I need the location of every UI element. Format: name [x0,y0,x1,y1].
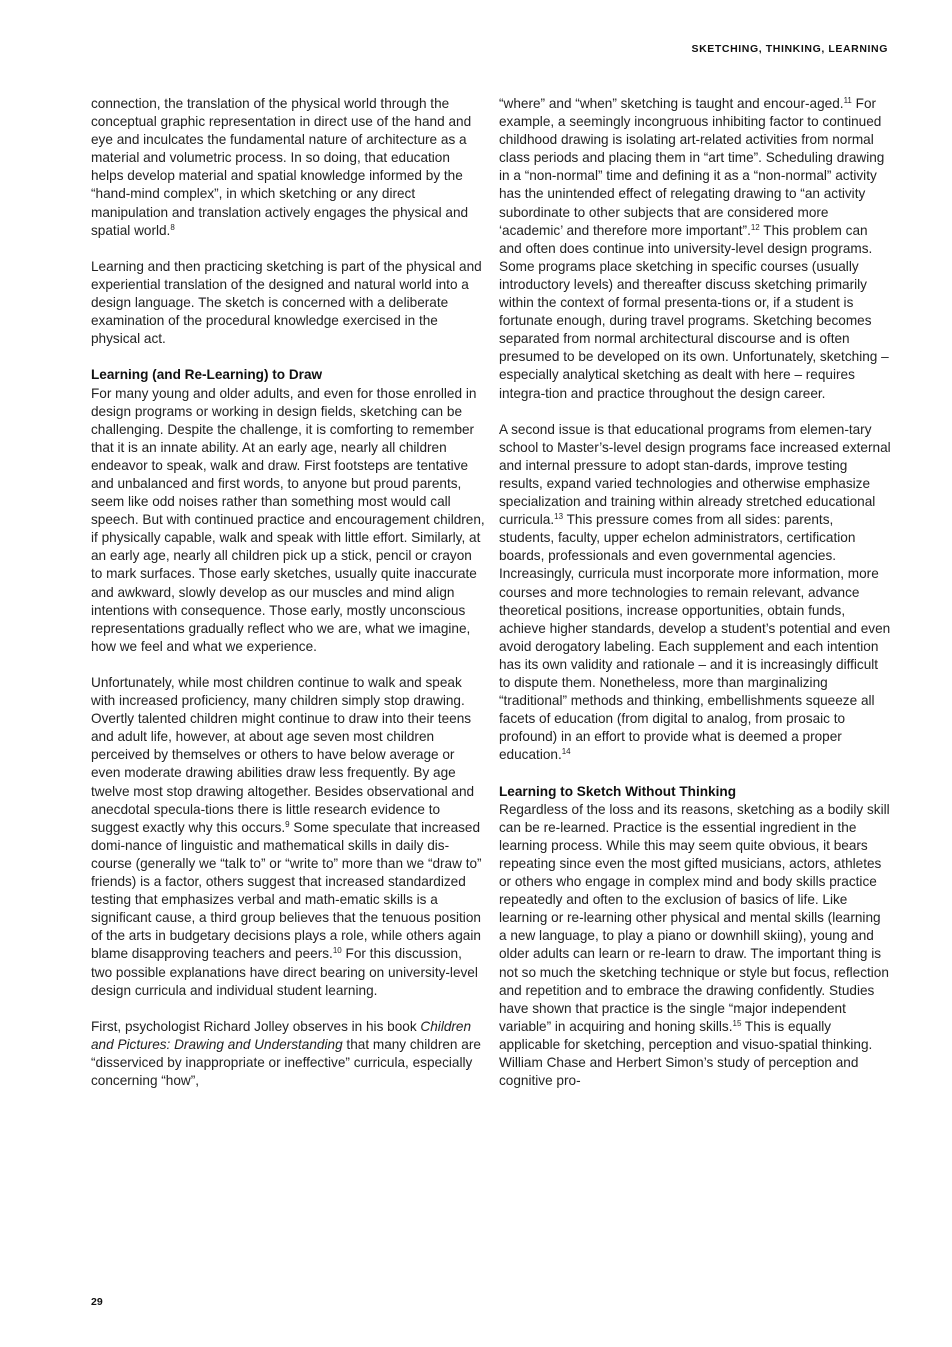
footnote-ref[interactable]: 13 [554,512,564,522]
running-header: SKETCHING, THINKING, LEARNING [691,43,888,55]
footnote-ref[interactable]: 8 [170,222,175,232]
right-column [499,95,891,1090]
section-heading: Learning (and Re-Learning) to Draw [91,367,323,383]
paragraph: “where” and “when” sketching is taught and encour-aged.$^{11}$ For example, a seemingly incongruous inhibiting factor to continued childhood drawing is isolating art-related activities from normal class periods and placing them in “art time”. Scheduling drawing in a “non-normal” time and defining it as a “non-normal” activity has the unintended effect of relegating drawing to “an activity subordinate to other subjects that are considered more ‘academic’ and therefore more important”.$^{12}$ This problem can and often does continue into university-level design programs. Some programs place sketching in specific courses (usually introductory levels) and thereafter discuss sketching primarily within the context of formal presenta-tions or, if a student is fortunate enough, during travel programs. Sketching becomes separated from normal architectural discourse and is often presumed to be developed on its own. Unfortunately, sketching – especially analytical sketching as dealt with here – requires integra-tion and practice throughout the design career. [499,96,889,401]
footnote-ref[interactable]: 10 [332,946,342,956]
paragraph: connection, the translation of the physical world through the conceptual graphic representation in direct use of the hand and eye and inculcates the fundamental nature of architecture as a material and volumetric process. In so doing, that education helps develop material and spatial knowledge informed by the “hand-mind complex”, in which sketching or any direct manipulation and translation actively engages the physical and spatial world.$^8$ [91,96,472,238]
section-heading: Learning to Sketch Without Thinking [499,783,737,799]
paragraph: First, psychologist Richard Jolley observes in his book Children and Pictures: Drawing and Understanding that many children are “disserviced by inappropriate or ineffective” curricula, especially concerning “how”, [91,1018,481,1089]
footnote-ref[interactable]: 12 [750,222,760,232]
footnote-ref[interactable]: 14 [561,747,571,757]
footnote-ref[interactable]: 11 [843,96,852,105]
book-title: Children and Pictures: Drawing and Understanding [91,1018,472,1052]
footnote-ref[interactable]: 15 [732,1018,742,1028]
page-number: 29 [91,1296,103,1308]
paragraph: Learning and then practicing sketching is part of the physical and experiential translation of the designed and natural world into a design language. The sketch is concerned with a deliberate examination of the procedural knowledge exercised in the physical act. [91,258,482,347]
footnote-ref[interactable]: 9 [285,819,290,829]
left-column [91,95,486,1090]
paragraph: For many young and older adults, and even for those enrolled in design programs or working in design fields, sketching can be challenging. Despite the challenge, it is comforting to remember that it is an innate ability. At an early age, nearly all children endeavor to speak, walk and draw. First footsteps are tentative and unbalanced and first words, to anyone but proud parents, seem like odd noises rather than something most would call speech. But with continued practice and encouragement children, if physically capable, walk and speak with little effort. Similarly, at an early age, nearly all children pick up a stick, pencil or crayon to mark surfaces. Those early sketches, usually quite inaccurate and awkward, slowly develop as our muscles and mind align intentions with consequence. Those early, mostly unconscious representations gradually reflect who we are, what we imagine, how we feel and what we experience. [91,385,485,654]
paragraph: Unfortunately, while most children continue to walk and speak with increased proficiency, many children simply stop drawing. Overtly talented children might continue to draw into their teens and adult life, however, at about age seven most children perceived by themselves or others to have below average or even moderate drawing abilities draw less frequently. By age twelve most stop drawing altogether. Besides observational and anecdotal specula-tions there is little research evidence to suggest exactly why this occurs.$^9$ Some speculate that increased domi-nance of linguistic and mathematical skills in daily dis-course (generally we “talk to” or “write to” more than we “draw to” friends) is a factor, others suggest that increased standardized testing that emphasizes verbal and math-ematic skills is a significant cause, a third group believes that the tenuous position of the arts in budgetary decisions plays a role, while others again blame disapproving teachers and peers.$^{10}$ For this discussion, two possible explanations have direct bearing on university-level design curricula and individual student learning. [91,675,482,998]
paragraph: A second issue is that educational programs from elemen-tary school to Master’s-level design programs face increased external and internal pressure to adopt stan-dards, improve testing results, expand varied technologies and otherwise emphasize specialization and training within already stretched educational curricula.$^{13}$ This pressure comes from all sides: parents, students, faculty, upper echelon administrators, certification boards, professionals and even governmental agencies. Increasingly, curricula must incorporate more information, more courses and more technologies to remain relevant, advance theoretical positions, increase opportunities, obtain funds, achieve higher standards, develop a student’s potential and even avoid derogatory labeling. Each supplement and each intention has its own validity and rationale – and it is increasingly difficult to dispute them. Nonetheless, more than marginalizing “traditional” methods and thinking, embellishments squeeze all facets of education (from digital to analog, from prosaic to profound) in an effort to provide what is deemed a proper education.$^{14}$ [499,421,891,763]
paragraph: Regardless of the loss and its reasons, sketching as a bodily skill can be re-learned. Practice is the essential ingredient in the learning process. While this may seem quite obvious, it bears repeating since even the most gifted musicians, actors, athletes or others who engage in complex mind and body skills practice repeatedly and often to the exclusion of basics of life. Like learning or re-learning other physical and mental skills (learning a new language, to play a piano or downhill skiing), young and older adults can learn or re-learn to draw. The important thing is not so much the sketching technique or style but focus, reflection and repetition and to embrace the drawing confidently. Studies have shown that practice is the single “major independent variable” in acquiring and honing skills.$^{15}$ This is equally applicable for sketching, perception and visuo-spatial thinking. William Chase and Herbert Simon’s study of perception and cognitive pro- [499,801,890,1089]
